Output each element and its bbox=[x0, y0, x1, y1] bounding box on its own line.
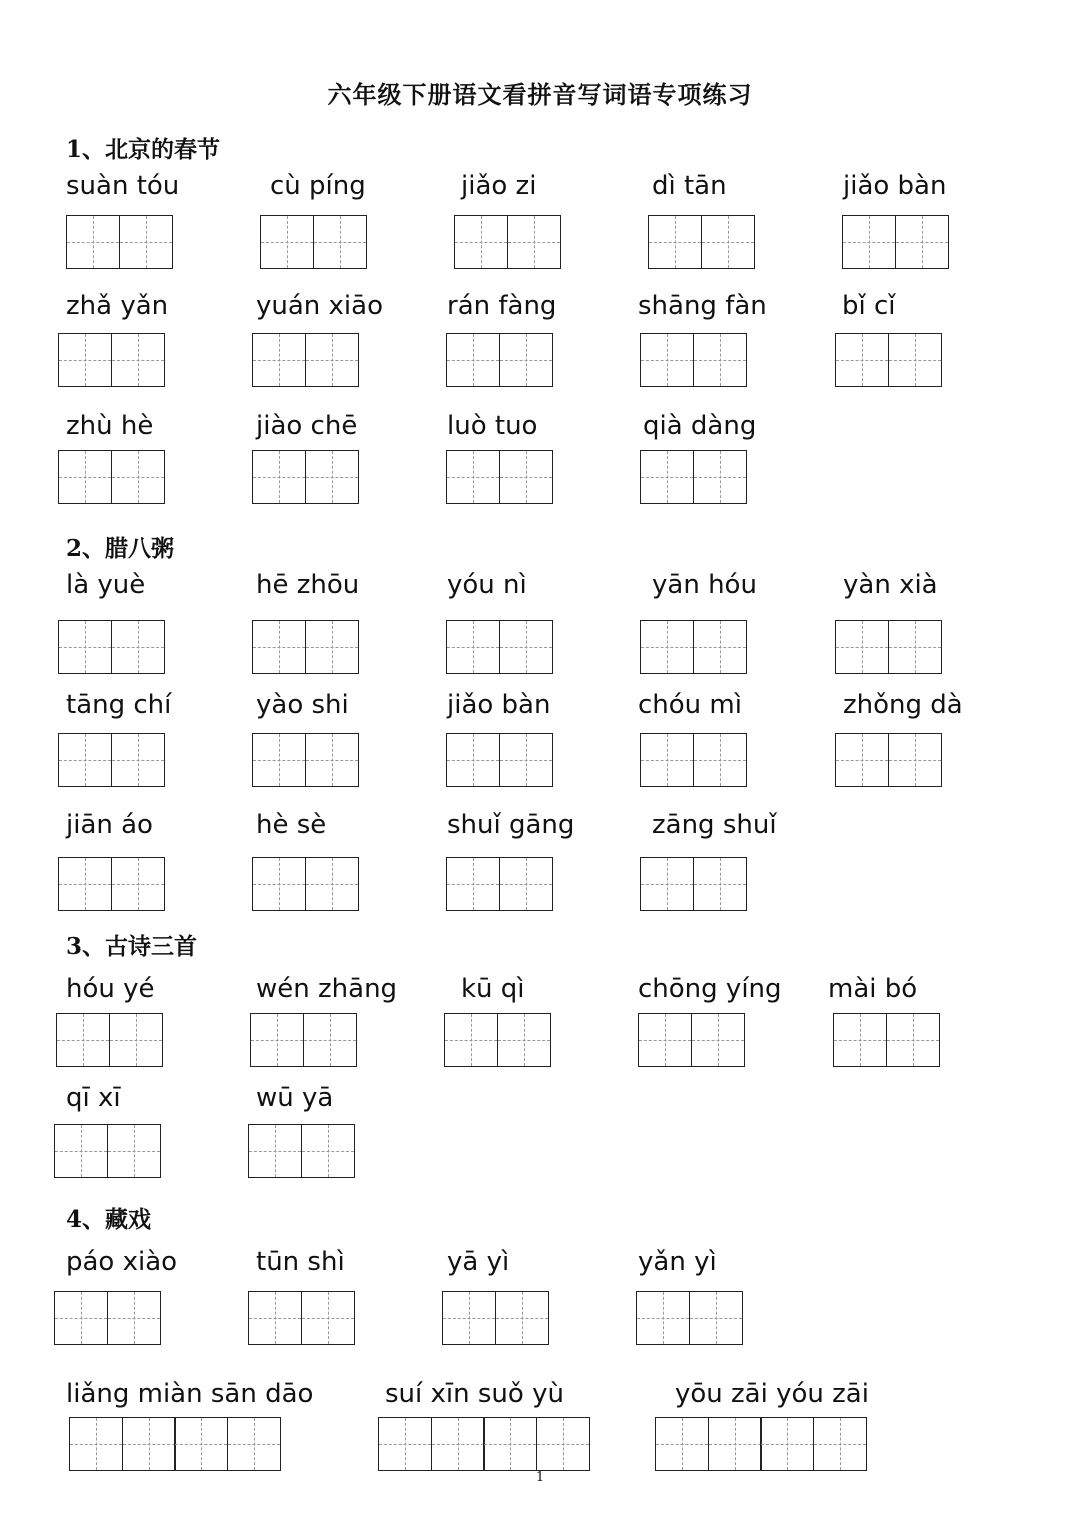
pinyin-label: hē zhōu bbox=[256, 570, 360, 600]
writing-grid-yu-n-xi-o[interactable] bbox=[252, 333, 359, 387]
tianzige-cell[interactable] bbox=[252, 857, 306, 911]
writing-grid-ji-o-zi[interactable] bbox=[454, 215, 561, 269]
tianzige-cell[interactable] bbox=[886, 1013, 940, 1067]
tianzige-cell[interactable] bbox=[507, 215, 561, 269]
tianzige-cell[interactable] bbox=[252, 620, 306, 674]
pinyin-label: hóu yé bbox=[66, 974, 155, 1004]
tianzige-cell[interactable] bbox=[227, 1417, 281, 1471]
tianzige-cell[interactable] bbox=[693, 620, 747, 674]
pinyin-label: jiǎo bàn bbox=[447, 690, 551, 720]
tianzige-cell[interactable] bbox=[693, 733, 747, 787]
tianzige-cell[interactable] bbox=[497, 1013, 551, 1067]
writing-grid-shu-g-ng[interactable] bbox=[446, 857, 553, 911]
tianzige-cell[interactable] bbox=[305, 733, 359, 787]
section-heading: 1、北京的春节 bbox=[66, 136, 221, 163]
section-heading: 2、腊八粥 bbox=[66, 535, 175, 562]
tianzige-cell[interactable] bbox=[111, 450, 165, 504]
tianzige-cell[interactable] bbox=[499, 620, 553, 674]
pinyin-label: liǎng miàn sān dāo bbox=[66, 1379, 314, 1409]
tianzige-cell[interactable] bbox=[693, 333, 747, 387]
writing-grid-su-x-n-su-y[interactable] bbox=[378, 1417, 590, 1471]
writing-grid-y-n-xi[interactable] bbox=[835, 620, 942, 674]
writing-grid-b-c[interactable] bbox=[835, 333, 942, 387]
tianzige-cell[interactable] bbox=[442, 1291, 496, 1345]
tianzige-cell[interactable] bbox=[446, 450, 500, 504]
tianzige-cell[interactable] bbox=[252, 333, 306, 387]
tianzige-cell[interactable] bbox=[305, 857, 359, 911]
tianzige-cell[interactable] bbox=[250, 1013, 304, 1067]
writing-grid-zh-y-n[interactable] bbox=[58, 333, 165, 387]
tianzige-cell[interactable] bbox=[835, 333, 889, 387]
page-title: 六年级下册语文看拼音写词语专项练习 bbox=[327, 80, 753, 109]
pinyin-label: zhǎ yǎn bbox=[66, 291, 169, 321]
tianzige-cell[interactable] bbox=[499, 333, 553, 387]
pinyin-label: bǐ cǐ bbox=[842, 291, 896, 321]
writing-grid-ch-u-m[interactable] bbox=[640, 733, 747, 787]
tianzige-cell[interactable] bbox=[58, 450, 112, 504]
writing-grid-zh-ng-d[interactable] bbox=[835, 733, 942, 787]
pinyin-label: tāng chí bbox=[66, 690, 172, 720]
pinyin-label: yuán xiāo bbox=[256, 291, 383, 321]
tianzige-cell[interactable] bbox=[303, 1013, 357, 1067]
tianzige-cell[interactable] bbox=[835, 733, 889, 787]
pinyin-label: zāng shuǐ bbox=[652, 810, 777, 840]
tianzige-cell[interactable] bbox=[640, 857, 694, 911]
tianzige-cell[interactable] bbox=[693, 450, 747, 504]
tianzige-cell[interactable] bbox=[109, 1013, 163, 1067]
tianzige-cell[interactable] bbox=[301, 1291, 355, 1345]
writing-grid-ji-n-o[interactable] bbox=[58, 857, 165, 911]
writing-grid-qi-d-ng[interactable] bbox=[640, 450, 747, 504]
pinyin-label: hè sè bbox=[256, 810, 327, 840]
pinyin-label: kū qì bbox=[461, 974, 525, 1004]
tianzige-cell[interactable] bbox=[305, 450, 359, 504]
tianzige-cell[interactable] bbox=[66, 215, 120, 269]
tianzige-cell[interactable] bbox=[640, 733, 694, 787]
tianzige-cell[interactable] bbox=[301, 1124, 355, 1178]
section-heading: 4、藏戏 bbox=[66, 1206, 152, 1233]
tianzige-cell[interactable] bbox=[252, 733, 306, 787]
pinyin-label: shāng fàn bbox=[638, 291, 767, 321]
writing-grid-sh-ng-f-n[interactable] bbox=[640, 333, 747, 387]
tianzige-cell[interactable] bbox=[495, 1291, 549, 1345]
pinyin-label: chōng yíng bbox=[638, 974, 782, 1004]
tianzige-cell[interactable] bbox=[248, 1291, 302, 1345]
tianzige-cell[interactable] bbox=[708, 1417, 762, 1471]
writing-grid-y-u-n[interactable] bbox=[446, 620, 553, 674]
pinyin-label: yōu zāi yóu zāi bbox=[675, 1379, 869, 1409]
tianzige-cell[interactable] bbox=[689, 1291, 743, 1345]
tianzige-cell[interactable] bbox=[252, 450, 306, 504]
writing-grid-ji-o-ch[interactable] bbox=[252, 450, 359, 504]
tianzige-cell[interactable] bbox=[499, 450, 553, 504]
writing-grid-q-x[interactable] bbox=[54, 1124, 161, 1178]
writing-grid-ch-ng-y-ng[interactable] bbox=[638, 1013, 745, 1067]
tianzige-cell[interactable] bbox=[111, 857, 165, 911]
pinyin-label: zhù hè bbox=[66, 411, 154, 441]
pinyin-label: wū yā bbox=[256, 1083, 334, 1113]
tianzige-cell[interactable] bbox=[54, 1124, 108, 1178]
writing-grid-su-n-t-u[interactable] bbox=[66, 215, 173, 269]
writing-grid-z-ng-shu[interactable] bbox=[640, 857, 747, 911]
pinyin-label: yóu nì bbox=[447, 570, 527, 600]
tianzige-cell[interactable] bbox=[111, 333, 165, 387]
pinyin-label: shuǐ gāng bbox=[447, 810, 575, 840]
pinyin-label: qià dàng bbox=[643, 411, 757, 441]
tianzige-cell[interactable] bbox=[888, 620, 942, 674]
tianzige-cell[interactable] bbox=[693, 857, 747, 911]
tianzige-cell[interactable] bbox=[313, 215, 367, 269]
pinyin-label: qī xī bbox=[66, 1083, 121, 1113]
tianzige-cell[interactable] bbox=[640, 333, 694, 387]
writing-grid-h-u-y[interactable] bbox=[56, 1013, 163, 1067]
writing-grid-lu-tuo[interactable] bbox=[446, 450, 553, 504]
pinyin-label: jiào chē bbox=[256, 411, 358, 441]
tianzige-cell[interactable] bbox=[69, 1417, 123, 1471]
tianzige-cell[interactable] bbox=[58, 857, 112, 911]
tianzige-cell[interactable] bbox=[107, 1124, 161, 1178]
pinyin-label: luò tuo bbox=[447, 411, 538, 441]
tianzige-cell[interactable] bbox=[638, 1013, 692, 1067]
tianzige-cell[interactable] bbox=[454, 215, 508, 269]
writing-grid-y-n-h-u[interactable] bbox=[640, 620, 747, 674]
tianzige-cell[interactable] bbox=[888, 333, 942, 387]
tianzige-cell[interactable] bbox=[56, 1013, 110, 1067]
tianzige-cell[interactable] bbox=[446, 733, 500, 787]
pinyin-label: dì tān bbox=[652, 171, 727, 201]
tianzige-cell[interactable] bbox=[640, 450, 694, 504]
writing-grid-m-i-b[interactable] bbox=[833, 1013, 940, 1067]
tianzige-cell[interactable] bbox=[58, 620, 112, 674]
tianzige-cell[interactable] bbox=[648, 215, 702, 269]
section-heading: 3、古诗三首 bbox=[66, 933, 198, 960]
page-number: 1 bbox=[535, 1470, 545, 1485]
tianzige-cell[interactable] bbox=[431, 1417, 485, 1471]
tianzige-cell[interactable] bbox=[691, 1013, 745, 1067]
tianzige-cell[interactable] bbox=[536, 1417, 590, 1471]
tianzige-cell[interactable] bbox=[111, 620, 165, 674]
tianzige-cell[interactable] bbox=[640, 620, 694, 674]
pinyin-label: yào shi bbox=[256, 690, 349, 720]
tianzige-cell[interactable] bbox=[444, 1013, 498, 1067]
tianzige-cell[interactable] bbox=[483, 1417, 537, 1471]
tianzige-cell[interactable] bbox=[260, 215, 314, 269]
tianzige-cell[interactable] bbox=[305, 620, 359, 674]
tianzige-cell[interactable] bbox=[378, 1417, 432, 1471]
writing-grid-li-ng-mi-n-s-n-d-o[interactable] bbox=[69, 1417, 281, 1471]
pinyin-label: suàn tóu bbox=[66, 171, 180, 201]
writing-grid-y-n-y[interactable] bbox=[636, 1291, 743, 1345]
pinyin-label: wén zhāng bbox=[256, 974, 398, 1004]
writing-grid-d-t-n[interactable] bbox=[648, 215, 755, 269]
writing-grid-k-q[interactable] bbox=[444, 1013, 551, 1067]
writing-grid-zh-h[interactable] bbox=[58, 450, 165, 504]
tianzige-cell[interactable] bbox=[174, 1417, 228, 1471]
writing-grid-t-ng-ch[interactable] bbox=[58, 733, 165, 787]
pinyin-label: páo xiào bbox=[66, 1247, 178, 1277]
tianzige-cell[interactable] bbox=[248, 1124, 302, 1178]
pinyin-label: cù píng bbox=[270, 171, 366, 201]
tianzige-cell[interactable] bbox=[54, 1291, 108, 1345]
tianzige-cell[interactable] bbox=[305, 333, 359, 387]
tianzige-cell[interactable] bbox=[813, 1417, 867, 1471]
tianzige-cell[interactable] bbox=[760, 1417, 814, 1471]
tianzige-cell[interactable] bbox=[446, 857, 500, 911]
pinyin-label: zhǒng dà bbox=[843, 690, 963, 720]
tianzige-cell[interactable] bbox=[58, 733, 112, 787]
tianzige-cell[interactable] bbox=[655, 1417, 709, 1471]
pinyin-label: yàn xià bbox=[843, 570, 938, 600]
writing-grid-r-n-f-ng[interactable] bbox=[446, 333, 553, 387]
writing-grid-c-p-ng[interactable] bbox=[260, 215, 367, 269]
writing-grid-h-s[interactable] bbox=[252, 857, 359, 911]
pinyin-label: jiān áo bbox=[66, 810, 153, 840]
pinyin-label: yǎn yì bbox=[638, 1247, 717, 1277]
writing-grid-ji-o-b-n[interactable] bbox=[446, 733, 553, 787]
writing-grid-ji-o-b-n[interactable] bbox=[842, 215, 949, 269]
writing-grid-h-zh-u[interactable] bbox=[252, 620, 359, 674]
writing-grid-y-o-shi[interactable] bbox=[252, 733, 359, 787]
writing-grid-y-u-z-i-y-u-z-i[interactable] bbox=[655, 1417, 867, 1471]
tianzige-cell[interactable] bbox=[835, 620, 889, 674]
pinyin-label: mài bó bbox=[828, 974, 918, 1004]
pinyin-label: là yuè bbox=[66, 570, 146, 600]
tianzige-cell[interactable] bbox=[895, 215, 949, 269]
pinyin-label: yān hóu bbox=[652, 570, 757, 600]
tianzige-cell[interactable] bbox=[636, 1291, 690, 1345]
tianzige-cell[interactable] bbox=[111, 733, 165, 787]
writing-grid-w-y[interactable] bbox=[248, 1124, 355, 1178]
writing-grid-t-n-sh[interactable] bbox=[248, 1291, 355, 1345]
pinyin-label: jiǎo bàn bbox=[843, 171, 947, 201]
tianzige-cell[interactable] bbox=[499, 857, 553, 911]
tianzige-cell[interactable] bbox=[107, 1291, 161, 1345]
writing-grid-l-yu[interactable] bbox=[58, 620, 165, 674]
writing-grid-y-y[interactable] bbox=[442, 1291, 549, 1345]
tianzige-cell[interactable] bbox=[888, 733, 942, 787]
pinyin-label: suí xīn suǒ yù bbox=[385, 1379, 564, 1409]
pinyin-label: rán fàng bbox=[447, 291, 557, 321]
tianzige-cell[interactable] bbox=[701, 215, 755, 269]
tianzige-cell[interactable] bbox=[122, 1417, 176, 1471]
pinyin-label: chóu mì bbox=[638, 690, 742, 720]
tianzige-cell[interactable] bbox=[842, 215, 896, 269]
tianzige-cell[interactable] bbox=[833, 1013, 887, 1067]
tianzige-cell[interactable] bbox=[58, 333, 112, 387]
writing-grid-w-n-zh-ng[interactable] bbox=[250, 1013, 357, 1067]
tianzige-cell[interactable] bbox=[446, 620, 500, 674]
tianzige-cell[interactable] bbox=[446, 333, 500, 387]
pinyin-label: tūn shì bbox=[256, 1247, 345, 1277]
pinyin-label: yā yì bbox=[447, 1247, 510, 1277]
writing-grid-p-o-xi-o[interactable] bbox=[54, 1291, 161, 1345]
tianzige-cell[interactable] bbox=[499, 733, 553, 787]
tianzige-cell[interactable] bbox=[119, 215, 173, 269]
pinyin-label: jiǎo zi bbox=[461, 171, 537, 201]
